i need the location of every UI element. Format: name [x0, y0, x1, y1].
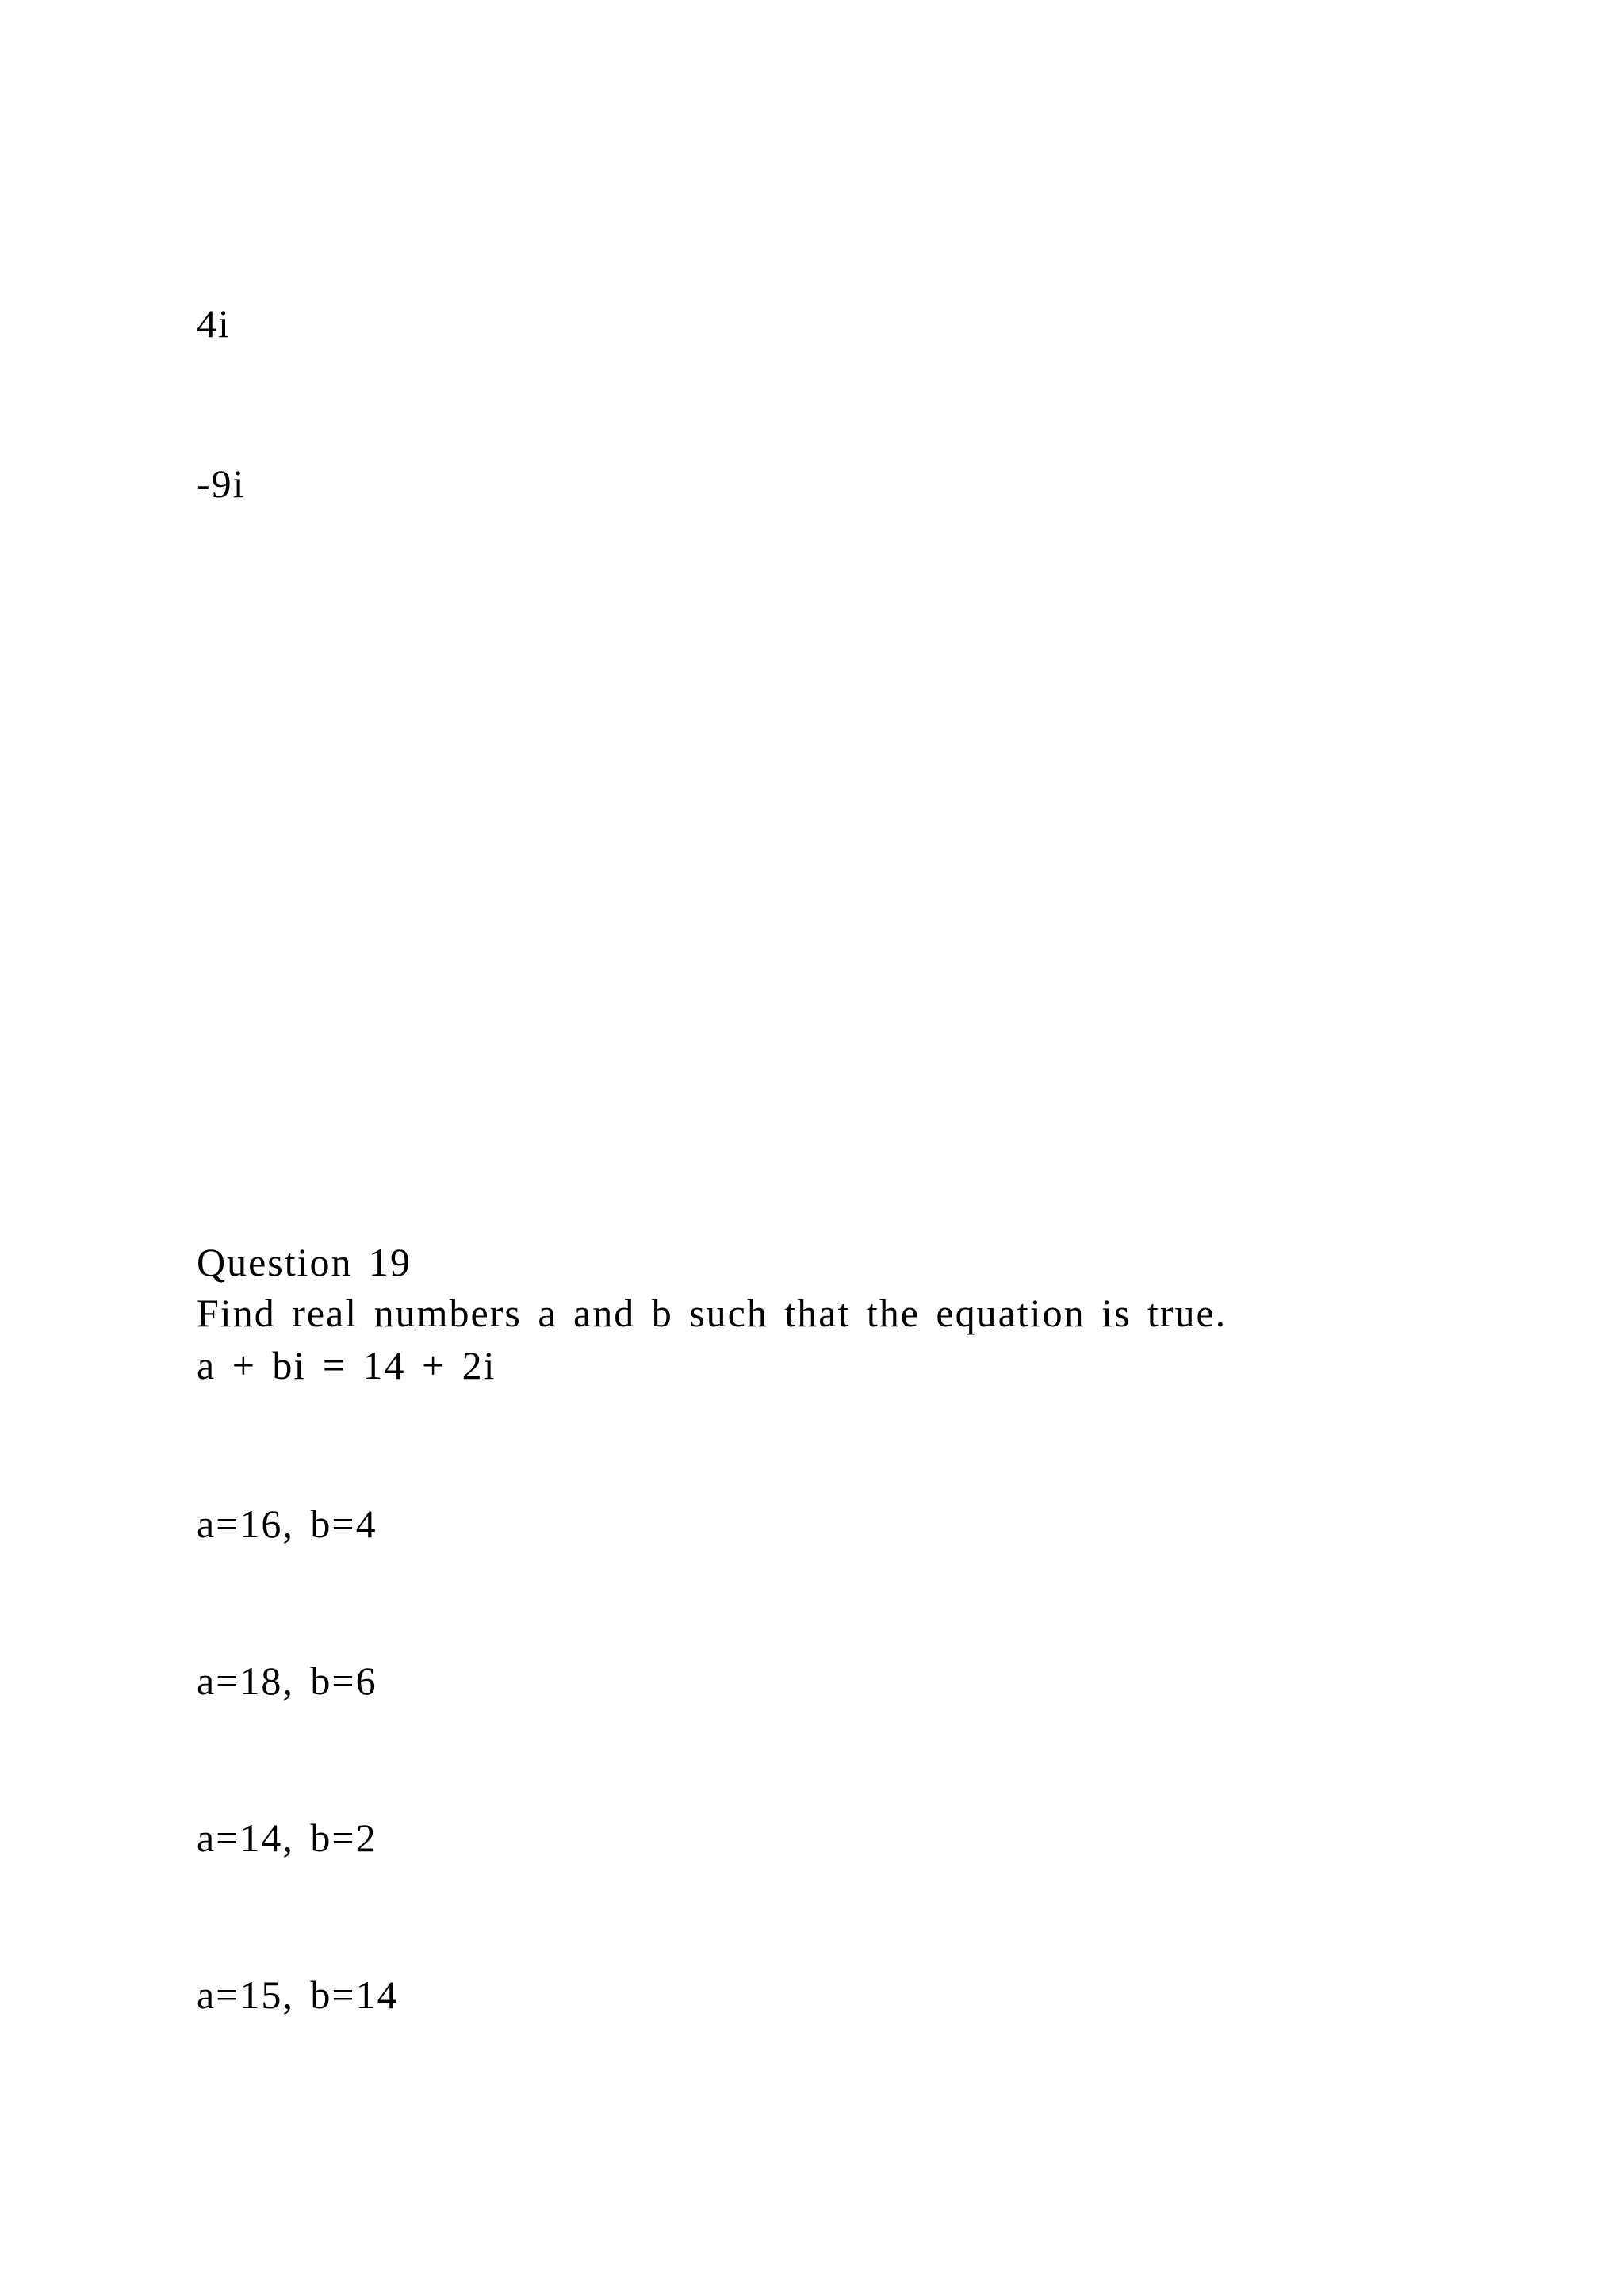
- previous-answer-option[interactable]: 4i: [197, 301, 231, 346]
- answer-option[interactable]: a=15, b=14: [197, 1973, 399, 2017]
- question-prompt: Find real numbers a and b such that the equation is true.: [197, 1291, 1228, 1335]
- question-equation: a + bi = 14 + 2i: [197, 1343, 496, 1387]
- answer-option[interactable]: a=14, b=2: [197, 1816, 377, 1860]
- answer-option[interactable]: a=16, b=4: [197, 1502, 377, 1546]
- answer-option[interactable]: a=18, b=6: [197, 1659, 377, 1703]
- question-title: Question 19: [197, 1240, 412, 1284]
- previous-answer-option[interactable]: -9i: [197, 461, 246, 506]
